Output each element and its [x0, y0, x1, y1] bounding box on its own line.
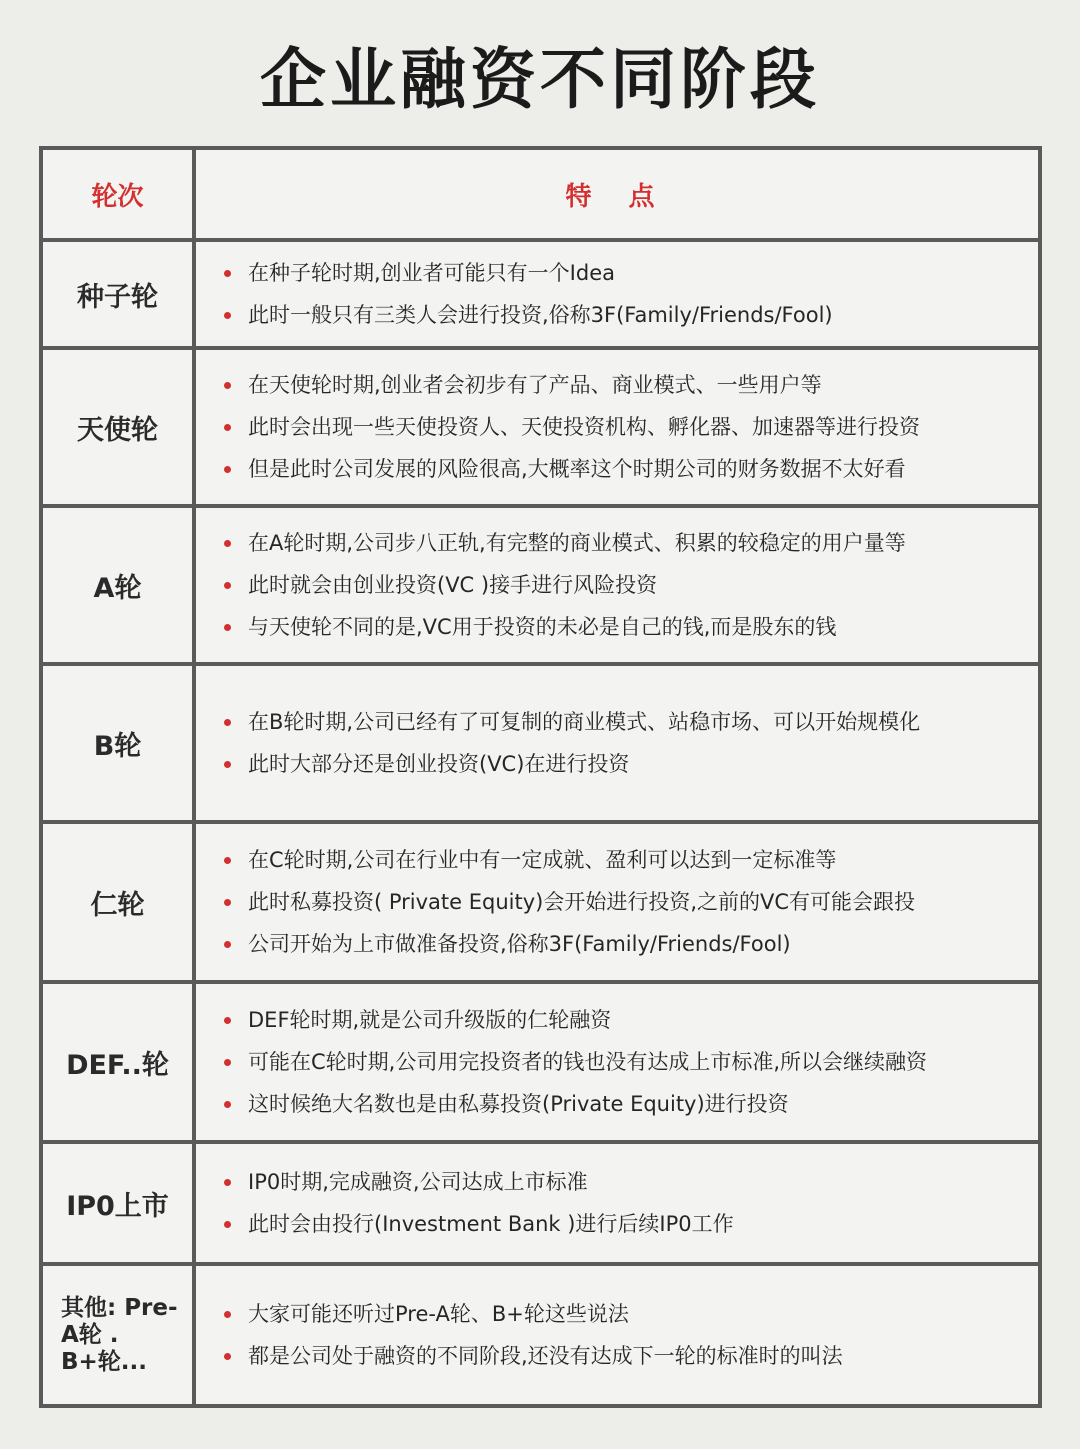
round-b: B轮	[43, 666, 196, 824]
points-c	[196, 824, 1038, 984]
bullet-point: 可能在C轮时期,公司用完投资者的钱也没有达成上市标准,所以会继续融资	[224, 1041, 927, 1083]
round-other: 其他: Pre-A轮 . B+轮...	[43, 1266, 196, 1404]
header-round: 轮次	[43, 150, 196, 242]
bullet-point: 此时会出现一些天使投资人、天使投资机构、孵化器、加速器等进行投资	[224, 406, 920, 448]
round-a: A轮	[43, 508, 196, 666]
points-other	[196, 1266, 1038, 1404]
round-ipo: IP0上市	[43, 1144, 196, 1266]
funding-stages-table	[39, 146, 1042, 1408]
header-features: 特 点	[196, 150, 1038, 242]
round-c: 仁轮	[43, 824, 196, 984]
points-ipo	[196, 1144, 1038, 1266]
bullet-point: 此时会由投行(Investment Bank )进行后续IP0工作	[224, 1203, 734, 1245]
bullet-point: 此时私募投资( Private Equity)会开始进行投资,之前的VC有可能会跟投	[224, 881, 915, 923]
points-seed	[196, 242, 1038, 350]
bullet-point: 这时候绝大名数也是由私募投资(Private Equity)进行投资	[224, 1083, 789, 1125]
bullet-point: 在B轮时期,公司已经有了可复制的商业模式、站稳市场、可以开始规模化	[224, 701, 920, 743]
round-angel: 天使轮	[43, 350, 196, 508]
bullet-point: 在C轮时期,公司在行业中有一定成就、盈利可以达到一定标准等	[224, 839, 836, 881]
round-seed: 种子轮	[43, 242, 196, 350]
bullet-point: IP0时期,完成融资,公司达成上市标准	[224, 1161, 588, 1203]
bullet-point: 在A轮时期,公司步八正轨,有完整的商业模式、积累的较稳定的用户量等	[224, 522, 906, 564]
bullet-point: 此时一般只有三类人会进行投资,俗称3F(Family/Friends/Fool)	[224, 294, 833, 336]
round-def: DEF..轮	[43, 984, 196, 1144]
bullet-point: 此时大部分还是创业投资(VC)在进行投资	[224, 743, 629, 785]
bullet-point: 都是公司处于融资的不同阶段,还没有达成下一轮的标准时的叫法	[224, 1335, 843, 1377]
bullet-point: 在种子轮时期,创业者可能只有一个Idea	[224, 252, 615, 294]
bullet-point: 公司开始为上市做准备投资,俗称3F(Family/Friends/Fool)	[224, 923, 791, 965]
bullet-point: 大家可能还听过Pre-A轮、B+轮这些说法	[224, 1293, 629, 1335]
bullet-point: 但是此时公司发展的风险很高,大概率这个时期公司的财务数据不太好看	[224, 448, 906, 490]
bullet-point: DEF轮时期,就是公司升级版的仁轮融资	[224, 999, 611, 1041]
page-title: 企业融资不同阶段	[260, 41, 820, 118]
points-angel	[196, 350, 1038, 508]
bullet-point: 此时就会由创业投资(VC )接手进行风险投资	[224, 564, 657, 606]
bullet-point: 在天使轮时期,创业者会初步有了产品、商业模式、一些用户等	[224, 364, 822, 406]
points-a	[196, 508, 1038, 666]
bullet-point: 与天使轮不同的是,VC用于投资的未必是自己的钱,而是股东的钱	[224, 606, 836, 648]
points-b	[196, 666, 1038, 824]
points-def	[196, 984, 1038, 1144]
